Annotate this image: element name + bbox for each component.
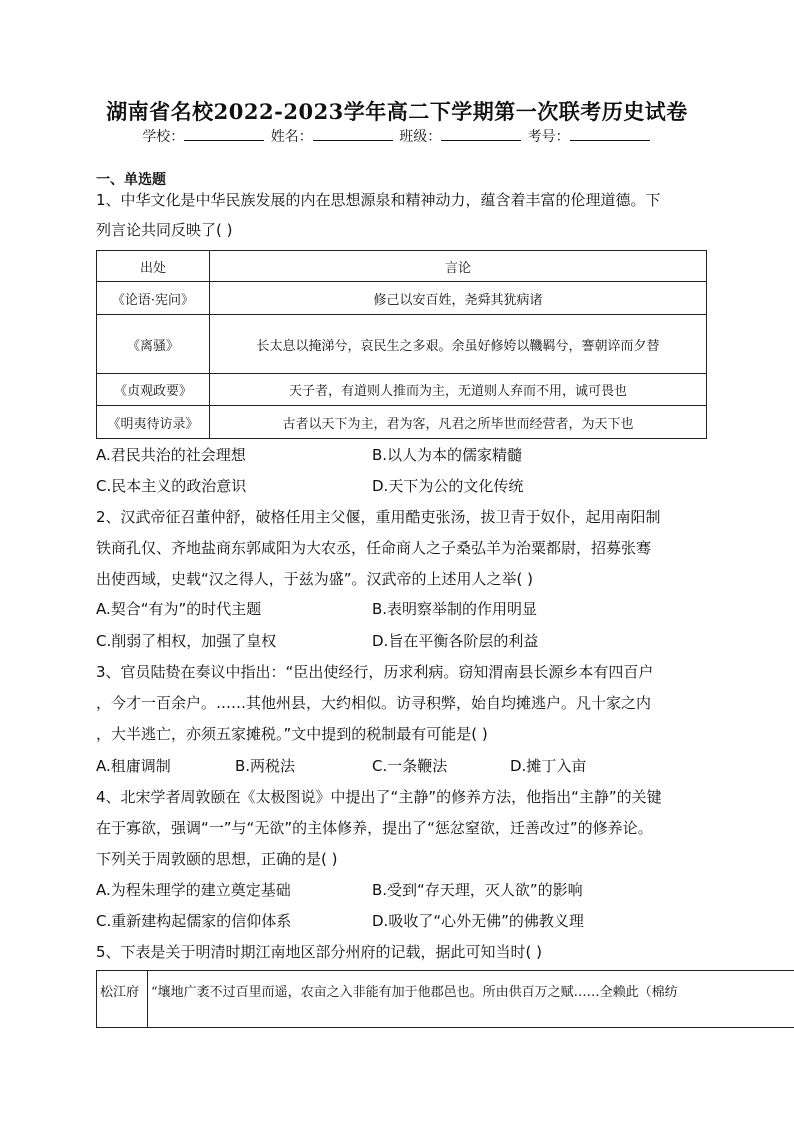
class-label: 班级： [399,129,442,145]
q1-stem-line1: 1、中华文化是中华民族发展的内在思想源泉和精神动力，蕴含着丰富的伦理道德。下 [96,191,661,209]
q2-option-c[interactable]: C.削弱了相权，加强了皇权 [96,632,277,650]
table-cell-quote: 天子者，有道则人推而为主，无道则人弃而不用，诚可畏也 [210,374,707,406]
q1-option-a[interactable]: A.君民共治的社会理想 [96,446,246,464]
name-label: 姓名： [270,129,313,145]
table-cell-quote: 修己以安百姓，尧舜其犹病诸 [210,282,707,315]
table-cell-quote: 古者以天下为主，君为客，凡君之所毕世而经营者，为天下也 [210,406,707,439]
table-cell-quote: “壤地广袤不过百里而遥，农亩之入非能有加于他郡邑也。所由供百万之赋……全赖此（棉纺 [148,971,794,1028]
q5-stem-line1: 5、下表是关于明清时期江南地区部分州府的记载，据此可知当时( ) [96,943,543,961]
q1-option-d[interactable]: D.天下为公的文化传统 [372,477,524,495]
q3-option-c[interactable]: C.一条鞭法 [372,757,448,775]
q1-option-b[interactable]: B.以人为本的儒家精髓 [372,446,523,464]
q1-option-c[interactable]: C.民本主义的政治意识 [96,477,247,495]
q5-table [96,970,794,1028]
school-label: 学校： [142,129,185,145]
q4-option-b[interactable]: B.受到“存天理，灭人欲”的影响 [372,881,583,899]
q4-stem-line3: 下列关于周敦颐的思想，正确的是( ) [96,850,338,868]
q3-option-b[interactable]: B.两税法 [235,757,296,775]
q4-option-c[interactable]: C.重新建构起儒家的信仰体系 [96,912,292,930]
table-cell-source: 《明夷待访录》 [97,406,210,439]
q1-table [96,250,707,439]
q2-option-a[interactable]: A.契合“有为”的时代主题 [96,600,262,618]
q2-option-d[interactable]: D.旨在平衡各阶层的利益 [372,632,539,650]
table-cell-source: 《离骚》 [97,315,210,374]
table-row [97,971,794,1028]
name-blank[interactable] [313,126,393,141]
table-header-row [97,251,707,282]
q4-stem-line1: 4、北宋学者周敦颐在《太极图说》中提出了“主静”的修养方法，他指出“主静”的关键 [96,788,662,806]
table-row [97,406,707,439]
class-blank[interactable] [441,126,521,141]
q3-stem-line3: ，大半逃亡，亦须五家摊税。”文中提到的税制最有可能是( ) [96,725,488,743]
table-cell-source: 《贞观政要》 [97,374,210,406]
table-header-source: 出处 [97,251,210,282]
q4-stem-line2: 在于寡欲，强调“一”与“无欲”的主体修养，提出了“惩忿窒欲，迁善改过”的修养论。 [96,819,653,837]
table-row [97,315,707,374]
q3-stem-line1: 3、官员陆贽在奏议中指出：“臣出使经行，历求利病。窃知渭南县长源乡本有四百户 [96,663,654,681]
school-blank[interactable] [184,126,264,141]
student-info-line [0,126,794,146]
section-heading: 一、单选题 [96,172,166,188]
table-row [97,282,707,315]
table-cell-quote: 长太息以掩涕兮，哀民生之多艰。余虽好修姱以鞿羁兮，謇朝谇而夕替 [210,315,707,374]
q4-option-d[interactable]: D.吸收了“心外无佛”的佛教义理 [372,912,584,930]
table-header-quote: 言论 [210,251,707,282]
q1-stem-line2: 列言论共同反映了( ) [96,221,233,239]
q3-option-a[interactable]: A.租庸调制 [96,757,171,775]
table-row [97,374,707,406]
q2-stem-line3: 出使西域，史载“汉之得人，于兹为盛”。汉武帝的上述用人之举( ) [96,570,534,588]
q4-option-a[interactable]: A.为程朱理学的建立奠定基础 [96,881,291,899]
q3-option-d[interactable]: D.摊丁入亩 [510,757,587,775]
number-label: 考号： [527,129,570,145]
q2-stem-line1: 2、汉武帝征召董仲舒，破格任用主父偃，重用酷吏张汤，拔卫青于奴仆，起用南阳制 [96,508,661,526]
table-cell-source: 松江府 [97,971,148,1028]
q3-stem-line2: ，今才一百余户。……其他州县，大约相似。访寻积弊，始自均摊逃户。凡十家之内 [96,694,652,712]
q2-stem-line2: 铁商孔仅、齐地盐商东郭咸阳为大农丞，任命商人之子桑弘羊为治粟都尉，招募张骞 [96,539,652,557]
number-blank[interactable] [570,126,650,141]
q2-option-b[interactable]: B.表明察举制的作用明显 [372,600,538,618]
table-cell-source: 《论语·宪问》 [97,282,210,315]
page-title: 湖南省名校2022-2023学年高二下学期第一次联考历史试卷 [106,99,688,124]
